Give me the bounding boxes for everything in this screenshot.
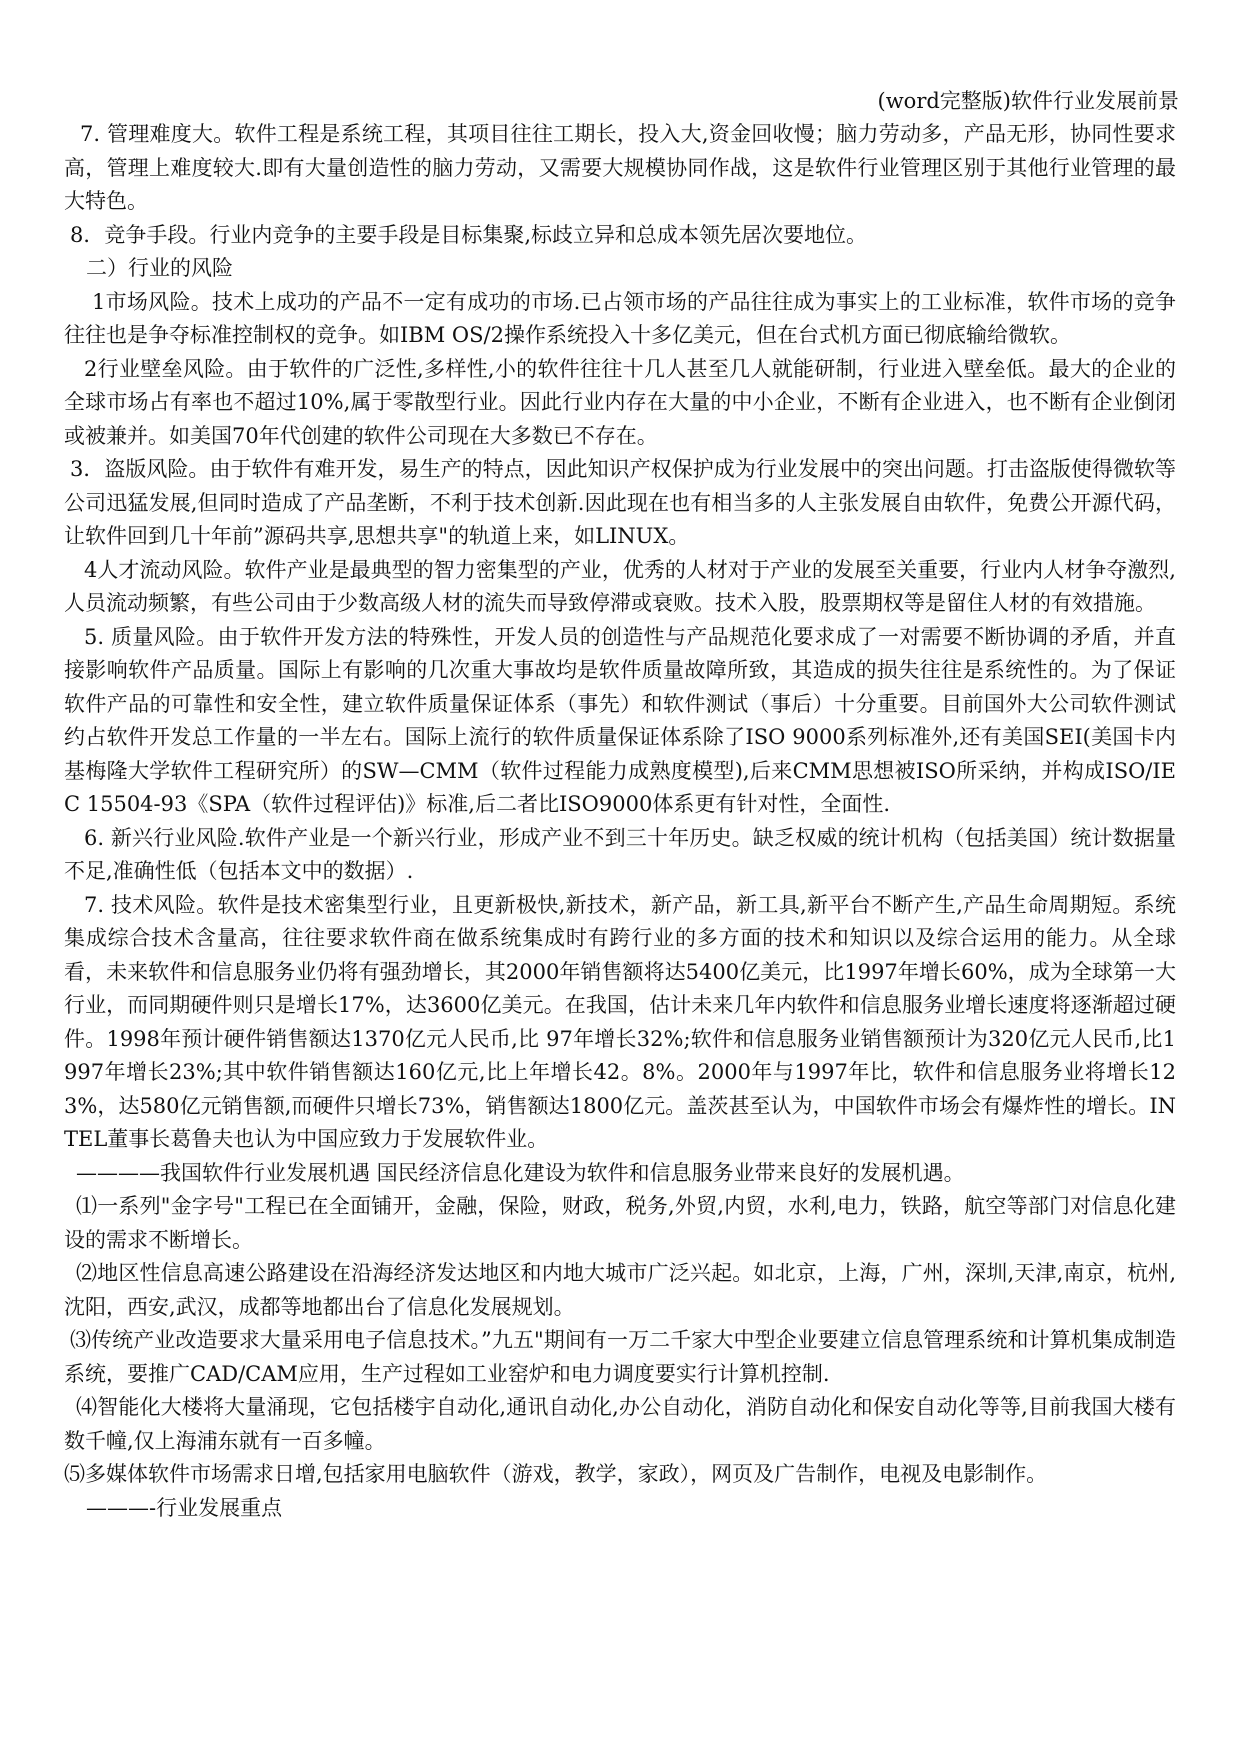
- body-paragraph: 5. 质量风险。由于软件开发方法的特殊性，开发人员的创造性与产品规范化要求成了一对需要不断协调的矛盾，并直接影响软件产品质量。国际上有影响的几次重大事故均是软件质量故障所致，其造成的损失往往是系统性的。为了保证软件产品的可靠性和安全性，建立软件质量保证体系（事先）和软件测试（事后）十分重要。目前国外大公司软件测试约占软件开发总工作量的一半左右。国际上流行的软件质量保证体系除了ISO 9000系列标准外,还有美国SEI(美国卡内基梅隆大学软件工程研究所）的SW—CMM（软件过程能力成熟度模型),后来CMM思想被ISO所采纳，并构成ISO/IEC 15504-93《SPA（软件过程评估)》标准,后二者比ISO9000体系更有针对性，全面性.: [64, 624, 1176, 816]
- document-body: [64, 118, 1176, 1525]
- body-paragraph: ————我国软件行业发展机遇 国民经济信息化建设为软件和信息服务业带来良好的发展机遇。: [76, 1160, 965, 1185]
- body-paragraph: ⑵地区性信息高速公路建设在沿海经济发达地区和内地大城市广泛兴起。如北京，上海，广州，深圳,天津,南京，杭州,沈阳，西安,武汉，成都等地都出台了信息化发展规划。: [64, 1261, 1176, 1319]
- page-header-title: (word完整版)软件行业发展前景: [877, 89, 1179, 113]
- body-paragraph: ⑷智能化大楼将大量涌现，它包括楼宇自动化,通讯自动化,办公自动化，消防自动化和保安自动化等等,目前我国大楼有数千幢,仅上海浦东就有一百多幢。: [64, 1395, 1176, 1453]
- body-paragraph: 2行业壁垒风险。由于软件的广泛性,多样性,小的软件往往十几人甚至几人就能研制，行业进入壁垒低。最大的企业的全球市场占有率也不超过10%,属于零散型行业。因此行业内存在大量的中小企业，不断有企业进入，也不断有企业倒闭或被兼并。如美国70年代创建的软件公司现在大多数已不存在。: [64, 356, 1176, 448]
- body-paragraph: 8．竞争手段。行业内竞争的主要手段是目标集聚,标歧立异和总成本领先居次要地位。: [70, 222, 868, 247]
- body-paragraph: 1市场风险。技术上成功的产品不一定有成功的市场.已占领市场的产品往往成为事实上的工业标准，软件市场的竞争往往也是争夺标准控制权的竞争。如IBM OS/2操作系统投入十多亿美元，但在台式机方面已彻底输给微软。: [64, 289, 1176, 347]
- body-paragraph: ⑸多媒体软件市场需求日增,包括家用电脑软件（游戏，教学，家政），网页及广告制作，电视及电影制作。: [64, 1462, 1048, 1486]
- body-paragraph: ⑶传统产业改造要求大量采用电子信息技术。”九五"期间有一万二千家大中型企业要建立信息管理系统和计算机集成制造系统，要推广CAD/CAM应用，生产过程如工业窑炉和电力调度要实行计算机控制.: [64, 1328, 1176, 1386]
- body-paragraph: 4人才流动风险。软件产业是最典型的智力密集型的产业，优秀的人材对于产业的发展至关重要，行业内人材争夺激烈,人员流动频繁，有些公司由于少数高级人材的流失而导致停滞或衰败。技术入股，股票期权等是留住人材的有效措施。: [64, 557, 1176, 615]
- body-paragraph: 7. 技术风险。软件是技术密集型行业，且更新极快,新技术，新产品，新工具,新平台不断产生,产品生命周期短。系统集成综合技术含量高，往往要求软件商在做系统集成时有跨行业的多方面的技术和知识以及综合运用的能力。从全球看，未来软件和信息服务业仍将有强劲增长，其2000年销售额将达5400亿美元，比1997年增长60%，成为全球第一大行业，而同期硬件则只是增长17%，达3600亿美元。在我国，估计未来几年内软件和信息服务业增长速度将逐渐超过硬件。1998年预计硬件销售额达1370亿元人民币,比 97年增长32%;软件和信息服务业销售额预计为320亿元人民币,比1997年增长23%;其中软件销售额达160亿元,比上年增长42。8%。2000年与1997年比，软件和信息服务业将增长123%，达580亿元销售额,而硬件只增长73%，销售额达1800亿元。盖茨甚至认为，中国软件市场会有爆炸性的增长。INTEL董事长葛鲁夫也认为中国应致力于发展软件业。: [64, 892, 1176, 1151]
- body-paragraph: 7. 管理难度大。软件工程是系统工程，其项目往往工期长，投入大,资金回收慢；脑力劳动多，产品无形，协同性要求高，管理上难度较大.即有大量创造性的脑力劳动，又需要大规模协同作战，这是软件行业管理区别于其他行业管理的最大特色。: [64, 122, 1176, 213]
- body-paragraph: ⑴一系列"金字号"工程已在全面铺开，金融，保险，财政，税务,外贸,内贸，水利,电力，铁路，航空等部门对信息化建设的需求不断增长。: [64, 1194, 1176, 1252]
- body-paragraph: 二）行业的风险: [86, 256, 233, 280]
- body-paragraph: 6. 新兴行业风险.软件产业是一个新兴行业，形成产业不到三十年历史。缺乏权威的统计机构（包括美国）统计数据量不足,准确性低（包括本文中的数据）.: [64, 825, 1176, 883]
- body-paragraph: ———-行业发展重点: [86, 1495, 283, 1520]
- body-paragraph: 3．盗版风险。由于软件有难开发，易生产的特点，因此知识产权保护成为行业发展中的突出问题。打击盗版使得微软等公司迅猛发展,但同时造成了产品垄断，不利于技术创新.因此现在也有相当多的人主张发展自由软件，免费公开源代码，让软件回到几十年前”源码共享,思想共享"的轨道上来，如LINUX。: [64, 457, 1176, 548]
